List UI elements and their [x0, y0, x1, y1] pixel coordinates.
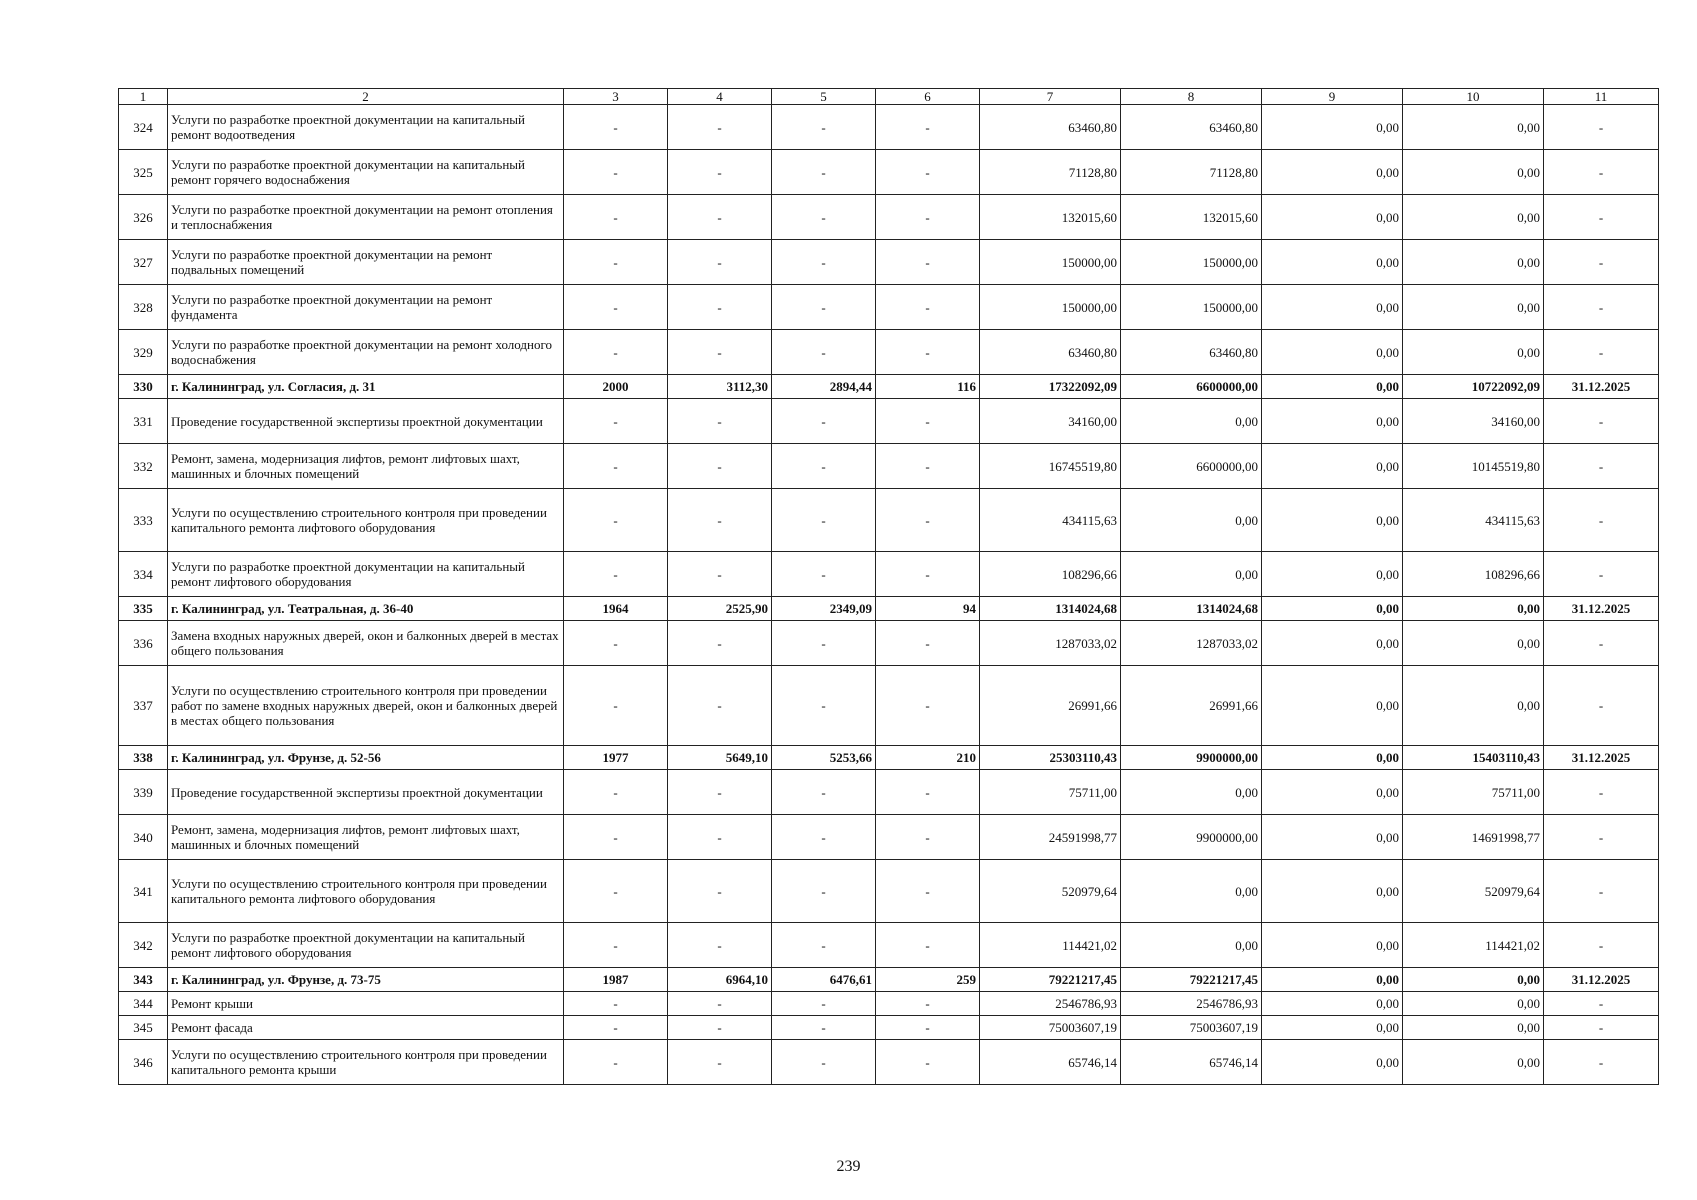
cell-c6: - — [876, 552, 980, 597]
cell-c3: - — [564, 992, 668, 1016]
cell-c6: - — [876, 992, 980, 1016]
cell-name: Услуги по осуществлению строительного контроля при проведении капитального ремонта крыши — [168, 1040, 564, 1085]
cell-c7: 75711,00 — [980, 770, 1121, 815]
cell-c4: - — [668, 399, 772, 444]
cell-c6: - — [876, 923, 980, 968]
cell-c5: - — [772, 285, 876, 330]
cell-c7: 26991,66 — [980, 666, 1121, 746]
cell-name: Проведение государственной экспертизы проектной документации — [168, 770, 564, 815]
cell-c6: - — [876, 399, 980, 444]
cell-c6: - — [876, 150, 980, 195]
cell-c4: - — [668, 444, 772, 489]
cell-c6: - — [876, 489, 980, 552]
cell-c5: 6476,61 — [772, 968, 876, 992]
cell-c10: 434115,63 — [1403, 489, 1544, 552]
cell-c10: 108296,66 — [1403, 552, 1544, 597]
cell-c7: 75003607,19 — [980, 1016, 1121, 1040]
cell-c9: 0,00 — [1262, 968, 1403, 992]
cell-name: Услуги по осуществлению строительного контроля при проведении работ по замене входных наружных дверей, окон и балконных дверей в местах общего пользования — [168, 666, 564, 746]
cell-c11: 31.12.2025 — [1544, 968, 1659, 992]
cell-c7: 17322092,09 — [980, 375, 1121, 399]
cell-c6: 116 — [876, 375, 980, 399]
cell-c11: - — [1544, 1016, 1659, 1040]
header-cell: 1 — [119, 89, 168, 105]
cell-c8: 0,00 — [1121, 552, 1262, 597]
cell-c9: 0,00 — [1262, 375, 1403, 399]
cell-c9: 0,00 — [1262, 150, 1403, 195]
cell-c8: 1314024,68 — [1121, 597, 1262, 621]
cell-c7: 108296,66 — [980, 552, 1121, 597]
header-row — [119, 89, 1659, 105]
cell-c11: - — [1544, 105, 1659, 150]
cell-num: 333 — [119, 489, 168, 552]
cell-c6: - — [876, 240, 980, 285]
cell-c10: 0,00 — [1403, 621, 1544, 666]
cell-num: 345 — [119, 1016, 168, 1040]
cell-num: 327 — [119, 240, 168, 285]
cell-c6: - — [876, 105, 980, 150]
header-cell: 4 — [668, 89, 772, 105]
cell-c5: - — [772, 444, 876, 489]
cell-c10: 0,00 — [1403, 666, 1544, 746]
table-row — [119, 552, 1659, 597]
table-row — [119, 815, 1659, 860]
cell-c8: 9900000,00 — [1121, 746, 1262, 770]
cell-c9: 0,00 — [1262, 1040, 1403, 1085]
cell-name: Услуги по осуществлению строительного контроля при проведении капитального ремонта лифтового оборудования — [168, 860, 564, 923]
cell-c9: 0,00 — [1262, 815, 1403, 860]
table-row — [119, 105, 1659, 150]
cell-c5: - — [772, 621, 876, 666]
cell-c11: - — [1544, 399, 1659, 444]
cell-c3: - — [564, 195, 668, 240]
cell-num: 341 — [119, 860, 168, 923]
cell-c10: 0,00 — [1403, 992, 1544, 1016]
cell-c3: - — [564, 621, 668, 666]
cell-num: 338 — [119, 746, 168, 770]
cell-c6: - — [876, 330, 980, 375]
cell-c11: 31.12.2025 — [1544, 597, 1659, 621]
cell-c5: - — [772, 330, 876, 375]
cell-c4: - — [668, 1016, 772, 1040]
cell-name: г. Калининград, ул. Театральная, д. 36-40 — [168, 597, 564, 621]
cell-c10: 0,00 — [1403, 597, 1544, 621]
cell-c11: - — [1544, 1040, 1659, 1085]
cell-c7: 132015,60 — [980, 195, 1121, 240]
cell-c10: 10722092,09 — [1403, 375, 1544, 399]
cell-name: Проведение государственной экспертизы проектной документации — [168, 399, 564, 444]
address-row — [119, 597, 1659, 621]
cell-c6: - — [876, 285, 980, 330]
cell-c4: - — [668, 105, 772, 150]
header-cell: 10 — [1403, 89, 1544, 105]
cell-name: Услуги по разработке проектной документации на капитальный ремонт лифтового оборудования — [168, 552, 564, 597]
table-row — [119, 666, 1659, 746]
table-row — [119, 489, 1659, 552]
cell-c4: - — [668, 621, 772, 666]
cell-c5: 5253,66 — [772, 746, 876, 770]
cell-c4: - — [668, 240, 772, 285]
cell-c11: - — [1544, 552, 1659, 597]
cell-c10: 0,00 — [1403, 195, 1544, 240]
cell-c5: - — [772, 1040, 876, 1085]
cell-c7: 24591998,77 — [980, 815, 1121, 860]
cell-c3: - — [564, 330, 668, 375]
cell-c7: 34160,00 — [980, 399, 1121, 444]
cell-name: Услуги по разработке проектной документации на капитальный ремонт горячего водоснабжения — [168, 150, 564, 195]
cell-c10: 0,00 — [1403, 240, 1544, 285]
cell-c11: - — [1544, 815, 1659, 860]
cell-c3: 1964 — [564, 597, 668, 621]
cell-c7: 79221217,45 — [980, 968, 1121, 992]
cell-c5: - — [772, 923, 876, 968]
cell-c9: 0,00 — [1262, 746, 1403, 770]
cell-c9: 0,00 — [1262, 923, 1403, 968]
cell-c5: - — [772, 150, 876, 195]
cell-c3: 1987 — [564, 968, 668, 992]
cell-c8: 26991,66 — [1121, 666, 1262, 746]
cell-c7: 114421,02 — [980, 923, 1121, 968]
header-cell: 5 — [772, 89, 876, 105]
cell-c3: - — [564, 240, 668, 285]
cell-num: 340 — [119, 815, 168, 860]
cell-c10: 114421,02 — [1403, 923, 1544, 968]
cell-c4: - — [668, 770, 772, 815]
cell-c7: 150000,00 — [980, 240, 1121, 285]
cell-c9: 0,00 — [1262, 992, 1403, 1016]
cell-c11: 31.12.2025 — [1544, 746, 1659, 770]
cell-c9: 0,00 — [1262, 105, 1403, 150]
cell-c9: 0,00 — [1262, 195, 1403, 240]
cell-name: Услуги по разработке проектной документации на ремонт фундамента — [168, 285, 564, 330]
cell-c8: 65746,14 — [1121, 1040, 1262, 1085]
cell-name: Услуги по разработке проектной документации на капитальный ремонт лифтового оборудования — [168, 923, 564, 968]
cell-c8: 150000,00 — [1121, 240, 1262, 285]
cell-c7: 520979,64 — [980, 860, 1121, 923]
cell-c5: - — [772, 489, 876, 552]
cell-c11: - — [1544, 150, 1659, 195]
cell-num: 339 — [119, 770, 168, 815]
table-row — [119, 285, 1659, 330]
cell-c3: - — [564, 444, 668, 489]
cell-num: 331 — [119, 399, 168, 444]
cell-c6: - — [876, 1016, 980, 1040]
works-table — [118, 88, 1659, 1085]
cell-c3: - — [564, 1016, 668, 1040]
cell-c7: 25303110,43 — [980, 746, 1121, 770]
cell-c4: 3112,30 — [668, 375, 772, 399]
cell-c11: - — [1544, 992, 1659, 1016]
cell-name: Ремонт, замена, модернизация лифтов, ремонт лифтовых шахт, машинных и блочных помещений — [168, 815, 564, 860]
header-cell: 7 — [980, 89, 1121, 105]
cell-c9: 0,00 — [1262, 399, 1403, 444]
table-row — [119, 330, 1659, 375]
cell-name: г. Калининград, ул. Фрунзе, д. 73-75 — [168, 968, 564, 992]
cell-c9: 0,00 — [1262, 285, 1403, 330]
cell-c7: 150000,00 — [980, 285, 1121, 330]
cell-c5: - — [772, 1016, 876, 1040]
cell-num: 343 — [119, 968, 168, 992]
cell-num: 346 — [119, 1040, 168, 1085]
cell-c10: 75711,00 — [1403, 770, 1544, 815]
cell-c6: - — [876, 195, 980, 240]
cell-c4: 6964,10 — [668, 968, 772, 992]
cell-c9: 0,00 — [1262, 621, 1403, 666]
cell-c8: 0,00 — [1121, 399, 1262, 444]
cell-c8: 9900000,00 — [1121, 815, 1262, 860]
cell-c5: - — [772, 399, 876, 444]
cell-c3: - — [564, 399, 668, 444]
table-row — [119, 399, 1659, 444]
cell-c3: - — [564, 923, 668, 968]
cell-name: Ремонт крыши — [168, 992, 564, 1016]
cell-c5: - — [772, 770, 876, 815]
cell-c7: 434115,63 — [980, 489, 1121, 552]
table-row — [119, 860, 1659, 923]
table-row — [119, 195, 1659, 240]
cell-c3: 1977 — [564, 746, 668, 770]
cell-num: 328 — [119, 285, 168, 330]
cell-c6: - — [876, 444, 980, 489]
cell-name: Ремонт фасада — [168, 1016, 564, 1040]
cell-c10: 34160,00 — [1403, 399, 1544, 444]
cell-c5: - — [772, 552, 876, 597]
cell-c3: - — [564, 489, 668, 552]
cell-num: 330 — [119, 375, 168, 399]
cell-c11: - — [1544, 285, 1659, 330]
cell-c3: - — [564, 860, 668, 923]
cell-c4: - — [668, 150, 772, 195]
cell-num: 326 — [119, 195, 168, 240]
cell-c5: - — [772, 992, 876, 1016]
cell-c9: 0,00 — [1262, 552, 1403, 597]
cell-name: Услуги по разработке проектной документации на ремонт отопления и теплоснабжения — [168, 195, 564, 240]
cell-c11: - — [1544, 330, 1659, 375]
cell-num: 337 — [119, 666, 168, 746]
cell-num: 324 — [119, 105, 168, 150]
cell-c5: - — [772, 860, 876, 923]
cell-c4: - — [668, 195, 772, 240]
cell-c10: 0,00 — [1403, 105, 1544, 150]
address-row — [119, 746, 1659, 770]
page-number: 239 — [836, 1158, 861, 1175]
cell-c9: 0,00 — [1262, 666, 1403, 746]
cell-c9: 0,00 — [1262, 240, 1403, 285]
cell-name: Замена входных наружных дверей, окон и балконных дверей в местах общего пользования — [168, 621, 564, 666]
cell-c11: 31.12.2025 — [1544, 375, 1659, 399]
cell-c9: 0,00 — [1262, 489, 1403, 552]
cell-c11: - — [1544, 770, 1659, 815]
cell-num: 329 — [119, 330, 168, 375]
cell-c6: 210 — [876, 746, 980, 770]
cell-c10: 0,00 — [1403, 150, 1544, 195]
cell-c6: 94 — [876, 597, 980, 621]
cell-c7: 63460,80 — [980, 330, 1121, 375]
cell-name: Услуги по разработке проектной документации на ремонт холодного водоснабжения — [168, 330, 564, 375]
cell-c10: 15403110,43 — [1403, 746, 1544, 770]
cell-c6: - — [876, 666, 980, 746]
cell-c6: - — [876, 860, 980, 923]
cell-num: 325 — [119, 150, 168, 195]
cell-c3: - — [564, 552, 668, 597]
cell-c8: 150000,00 — [1121, 285, 1262, 330]
cell-c10: 0,00 — [1403, 1016, 1544, 1040]
cell-c7: 65746,14 — [980, 1040, 1121, 1085]
cell-c4: - — [668, 666, 772, 746]
cell-c8: 0,00 — [1121, 860, 1262, 923]
cell-c3: - — [564, 666, 668, 746]
cell-c5: - — [772, 666, 876, 746]
cell-c7: 1287033,02 — [980, 621, 1121, 666]
cell-num: 336 — [119, 621, 168, 666]
cell-c8: 0,00 — [1121, 489, 1262, 552]
cell-c6: - — [876, 1040, 980, 1085]
cell-c8: 71128,80 — [1121, 150, 1262, 195]
cell-c3: 2000 — [564, 375, 668, 399]
header-cell: 3 — [564, 89, 668, 105]
cell-c4: 5649,10 — [668, 746, 772, 770]
cell-c4: 2525,90 — [668, 597, 772, 621]
cell-c3: - — [564, 1040, 668, 1085]
cell-c8: 63460,80 — [1121, 105, 1262, 150]
cell-c5: - — [772, 815, 876, 860]
cell-c4: - — [668, 489, 772, 552]
cell-c11: - — [1544, 860, 1659, 923]
cell-c7: 16745519,80 — [980, 444, 1121, 489]
cell-c4: - — [668, 285, 772, 330]
cell-c9: 0,00 — [1262, 597, 1403, 621]
cell-c11: - — [1544, 923, 1659, 968]
cell-c11: - — [1544, 444, 1659, 489]
cell-c8: 0,00 — [1121, 923, 1262, 968]
cell-c8: 1287033,02 — [1121, 621, 1262, 666]
cell-c4: - — [668, 330, 772, 375]
cell-c3: - — [564, 150, 668, 195]
cell-c8: 75003607,19 — [1121, 1016, 1262, 1040]
cell-num: 344 — [119, 992, 168, 1016]
cell-c10: 0,00 — [1403, 968, 1544, 992]
cell-c4: - — [668, 860, 772, 923]
cell-c9: 0,00 — [1262, 330, 1403, 375]
cell-c5: 2349,09 — [772, 597, 876, 621]
header-cell: 2 — [168, 89, 564, 105]
cell-c10: 0,00 — [1403, 285, 1544, 330]
header-cell: 8 — [1121, 89, 1262, 105]
cell-name: г. Калининград, ул. Фрунзе, д. 52-56 — [168, 746, 564, 770]
table-row — [119, 240, 1659, 285]
cell-name: Услуги по осуществлению строительного контроля при проведении капитального ремонта лифтового оборудования — [168, 489, 564, 552]
cell-c8: 6600000,00 — [1121, 444, 1262, 489]
cell-c8: 79221217,45 — [1121, 968, 1262, 992]
table-row — [119, 770, 1659, 815]
table-row — [119, 1016, 1659, 1040]
cell-c10: 0,00 — [1403, 1040, 1544, 1085]
table-row — [119, 992, 1659, 1016]
cell-name: Ремонт, замена, модернизация лифтов, ремонт лифтовых шахт, машинных и блочных помещений — [168, 444, 564, 489]
header-cell: 9 — [1262, 89, 1403, 105]
cell-c4: - — [668, 992, 772, 1016]
cell-c11: - — [1544, 489, 1659, 552]
cell-c8: 6600000,00 — [1121, 375, 1262, 399]
cell-c4: - — [668, 552, 772, 597]
address-row — [119, 375, 1659, 399]
cell-c5: 2894,44 — [772, 375, 876, 399]
table-row — [119, 923, 1659, 968]
cell-c10: 520979,64 — [1403, 860, 1544, 923]
cell-c8: 63460,80 — [1121, 330, 1262, 375]
cell-c7: 63460,80 — [980, 105, 1121, 150]
cell-num: 332 — [119, 444, 168, 489]
cell-c6: - — [876, 770, 980, 815]
cell-num: 334 — [119, 552, 168, 597]
cell-c11: - — [1544, 195, 1659, 240]
cell-c8: 0,00 — [1121, 770, 1262, 815]
table-row — [119, 621, 1659, 666]
cell-c5: - — [772, 195, 876, 240]
cell-name: г. Калининград, ул. Согласия, д. 31 — [168, 375, 564, 399]
cell-c11: - — [1544, 240, 1659, 285]
cell-name: Услуги по разработке проектной документации на ремонт подвальных помещений — [168, 240, 564, 285]
cell-c9: 0,00 — [1262, 860, 1403, 923]
cell-c10: 14691998,77 — [1403, 815, 1544, 860]
table-row — [119, 150, 1659, 195]
cell-c9: 0,00 — [1262, 444, 1403, 489]
cell-c9: 0,00 — [1262, 770, 1403, 815]
header-cell: 11 — [1544, 89, 1659, 105]
cell-c5: - — [772, 105, 876, 150]
cell-c4: - — [668, 923, 772, 968]
cell-c3: - — [564, 815, 668, 860]
cell-c3: - — [564, 105, 668, 150]
cell-c6: 259 — [876, 968, 980, 992]
cell-c3: - — [564, 770, 668, 815]
cell-c9: 0,00 — [1262, 1016, 1403, 1040]
cell-c11: - — [1544, 666, 1659, 746]
table-row — [119, 444, 1659, 489]
cell-c8: 2546786,93 — [1121, 992, 1262, 1016]
cell-c6: - — [876, 815, 980, 860]
address-row — [119, 968, 1659, 992]
cell-c5: - — [772, 240, 876, 285]
cell-c7: 2546786,93 — [980, 992, 1121, 1016]
cell-c10: 0,00 — [1403, 330, 1544, 375]
cell-c6: - — [876, 621, 980, 666]
cell-c3: - — [564, 285, 668, 330]
cell-c8: 132015,60 — [1121, 195, 1262, 240]
cell-c7: 71128,80 — [980, 150, 1121, 195]
header-cell: 6 — [876, 89, 980, 105]
cell-name: Услуги по разработке проектной документации на капитальный ремонт водоотведения — [168, 105, 564, 150]
cell-c11: - — [1544, 621, 1659, 666]
table-row — [119, 1040, 1659, 1085]
cell-num: 335 — [119, 597, 168, 621]
cell-c4: - — [668, 1040, 772, 1085]
cell-c7: 1314024,68 — [980, 597, 1121, 621]
cell-c10: 10145519,80 — [1403, 444, 1544, 489]
cell-num: 342 — [119, 923, 168, 968]
cell-c4: - — [668, 815, 772, 860]
